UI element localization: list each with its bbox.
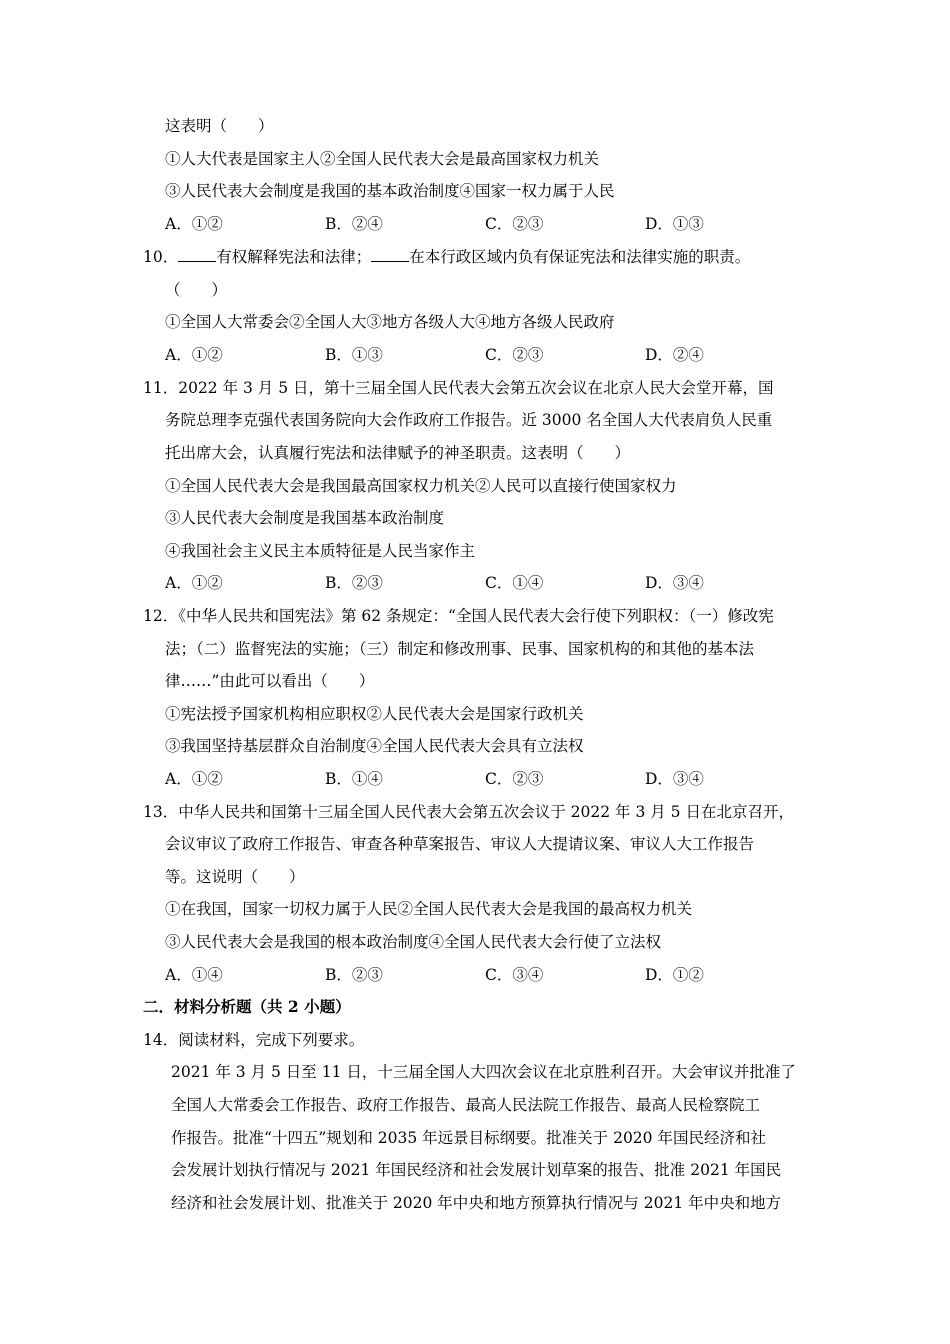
- q11-statement: ①全国人民代表大会是我国最高国家权力机关②人民可以直接行使国家权力: [165, 477, 677, 495]
- q9-option-b[interactable]: B．②④: [325, 215, 383, 233]
- q10-blank-1: [178, 247, 216, 262]
- q11-option-b[interactable]: B．②③: [325, 574, 383, 592]
- q13-statement: ①在我国，国家一切权力属于人民②全国人民代表大会是我国的最高权力机关: [165, 900, 693, 918]
- q10-option-d[interactable]: D．②④: [645, 346, 704, 364]
- section-heading: 二．材料分析题（共 2 小题）: [143, 997, 351, 1016]
- q14-material-line: 作报告。批准“十四五”规划和 2035 年远景目标纲要。批准关于 2020 年国民经济和社: [171, 1129, 766, 1147]
- q12-options: [165, 769, 805, 789]
- q13-option-d[interactable]: D．①②: [645, 966, 704, 984]
- q10-stem-part1: 有权解释宪法和法律；: [216, 248, 372, 266]
- q13-option-a[interactable]: A．①④: [165, 966, 223, 984]
- q13-stem-line: 等。这说明（ ）: [165, 868, 305, 886]
- q10-option-a[interactable]: A．①②: [165, 346, 223, 364]
- q9-stem-tail: 这表明（ ）: [165, 117, 274, 135]
- q14-material-line: 全国人大常委会工作报告、政府工作报告、最高人民法院工作报告、最高人民检察院工: [171, 1096, 761, 1114]
- q10-statement: ①全国人大常委会②全国人大③地方各级人大④地方各级人民政府: [165, 313, 615, 331]
- q11-stem-line: 11．2022 年 3 月 5 日，第十三届全国人民代表大会第五次会议在北京人民大会堂开幕，国: [143, 379, 774, 397]
- q13-statement: ③人民代表大会是我国的根本政治制度④全国人民代表大会行使了立法权: [165, 933, 662, 951]
- q12-stem-line: 法；（二）监督宪法的实施；（三）制定和修改刑事、民事、国家机构的和其他的基本法: [165, 640, 755, 658]
- q10-option-c[interactable]: C．②③: [485, 346, 544, 364]
- q10-paren: （ ）: [165, 281, 228, 299]
- q13-stem-line: 会议审议了政府工作报告、审查各种草案报告、审议人大提请议案、审议人大工作报告: [165, 835, 755, 853]
- q9-option-c[interactable]: C．②③: [485, 215, 544, 233]
- q12-statement: ①宪法授予国家机构相应职权②人民代表大会是国家行政机关: [165, 705, 584, 723]
- q11-statement: ④我国社会主义民主本质特征是人民当家作主: [165, 542, 476, 560]
- q10-options: [165, 345, 805, 365]
- q11-stem-line: 托出席大会，认真履行宪法和法律赋予的神圣职责。这表明（ ）: [165, 444, 631, 462]
- q13-options: [165, 965, 805, 985]
- q14-material-line: 2021 年 3 月 5 日至 11 日，十三届全国人大四次会议在北京胜利召开。大会审议并批准了: [171, 1063, 796, 1081]
- q12-option-d[interactable]: D．③④: [645, 770, 704, 788]
- q14-material-line: 经济和社会发展计划、批准关于 2020 年中央和地方预算执行情况与 2021 年中央和地方: [171, 1194, 782, 1212]
- q12-statement: ③我国坚持基层群众自治制度④全国人民代表大会具有立法权: [165, 737, 584, 755]
- q10-stem-part2: 在本行政区域内负有保证宪法和法律实施的职责。: [409, 248, 751, 266]
- q12-option-b[interactable]: B．①④: [325, 770, 383, 788]
- q13-option-b[interactable]: B．②③: [325, 966, 383, 984]
- q9-statement: ①人大代表是国家主人②全国人民代表大会是最高国家权力机关: [165, 150, 600, 168]
- q12-stem-line: 律……”由此可以看出（ ）: [165, 672, 375, 690]
- q12-option-c[interactable]: C．②③: [485, 770, 544, 788]
- q12-stem-line: 12．《中华人民共和国宪法》第 62 条规定：“全国人民代表大会行使下列职权：（一）修改宪: [143, 607, 774, 625]
- q9-options: [165, 214, 805, 234]
- q11-option-c[interactable]: C．①④: [485, 574, 544, 592]
- q10-number: 10．: [143, 248, 179, 266]
- q9-option-a[interactable]: A．①②: [165, 215, 223, 233]
- q11-option-a[interactable]: A．①②: [165, 574, 223, 592]
- q11-stem-line: 务院总理李克强代表国务院向大会作政府工作报告。近 3000 名全国人大代表肩负人民重: [165, 411, 773, 429]
- q10-stem: [143, 247, 750, 267]
- q14-stem: 14．阅读材料，完成下列要求。: [143, 1031, 365, 1049]
- q10-blank-2: [371, 247, 409, 262]
- q13-stem-line: 13．中华人民共和国第十三届全国人民代表大会第五次会议于 2022 年 3 月 5 日在北京召开，: [143, 803, 794, 821]
- q11-option-d[interactable]: D．③④: [645, 574, 704, 592]
- q9-statement: ③人民代表大会制度是我国的基本政治制度④国家一权力属于人民: [165, 182, 615, 200]
- q11-statement: ③人民代表大会制度是我国基本政治制度: [165, 509, 445, 527]
- q9-option-d[interactable]: D．①③: [645, 215, 704, 233]
- q11-options: [165, 573, 805, 593]
- q14-material-line: 会发展计划执行情况与 2021 年国民经济和社会发展计划草案的报告、批准 2021 年国民: [171, 1161, 782, 1179]
- q13-option-c[interactable]: C．③④: [485, 966, 544, 984]
- q10-option-b[interactable]: B．①③: [325, 346, 383, 364]
- q12-option-a[interactable]: A．①②: [165, 770, 223, 788]
